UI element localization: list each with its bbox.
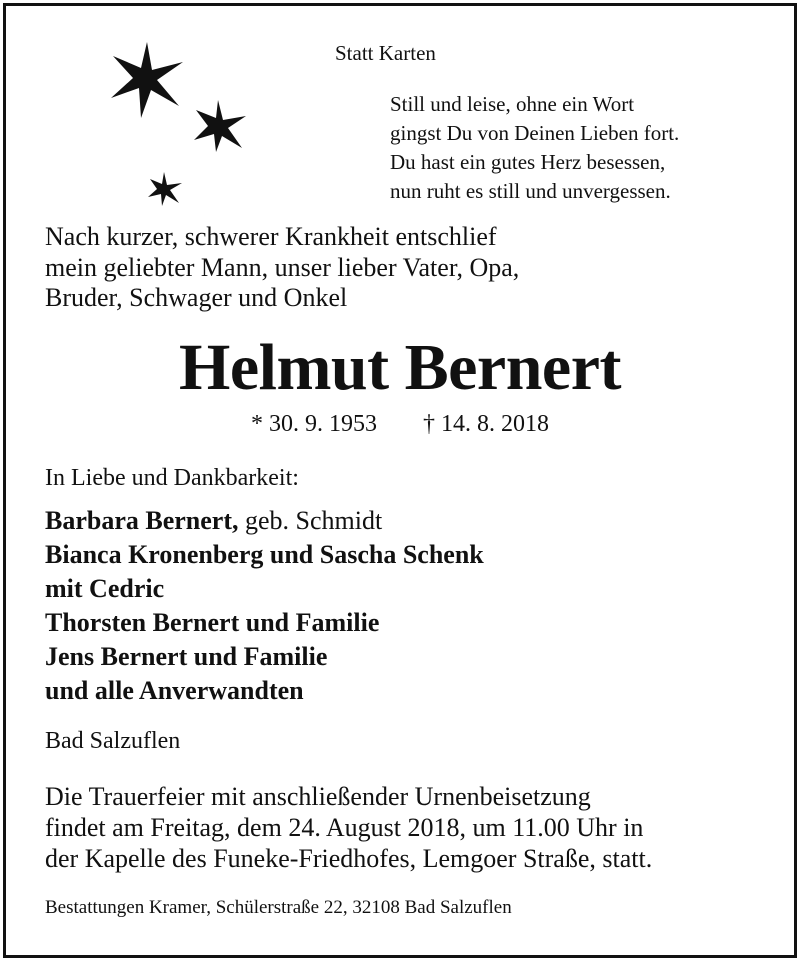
deceased-name: Helmut Bernert [178, 331, 621, 404]
place-name: Bad Salzuflen [45, 728, 181, 754]
star-large-icon [105, 40, 189, 120]
mourner-line [45, 504, 484, 538]
maiden-name: geb. Schmidt [238, 506, 383, 535]
intro-text [45, 222, 519, 314]
poem-line: nun ruht es still und unvergessen. [390, 179, 671, 203]
funeral-home-footer: Bestattungen Kramer, Schülerstraße 22, 32108 Bad Salzuflen [45, 897, 512, 918]
star-medium-icon [190, 98, 250, 154]
service-info [45, 781, 652, 874]
star-small-icon [146, 171, 184, 207]
intro-line: Nach kurzer, schwerer Krankheit entschlief [45, 222, 497, 251]
mourner-name: Barbara Bernert, [45, 506, 239, 535]
mourner-line: Thorsten Bernert und Familie [45, 608, 380, 637]
service-line: findet am Freitag, dem 24. August 2018, um 11.00 Uhr in [45, 813, 644, 842]
statt-karten-label: Statt Karten [335, 41, 436, 65]
intro-line: mein geliebter Mann, unser lieber Vater, Opa, [45, 252, 520, 282]
mourners-heading: In Liebe und Dankbarkeit: [45, 465, 299, 491]
poem-line: gingst Du von Deinen Lieben fort. [390, 121, 680, 145]
mourner-line: mit Cedric [45, 574, 165, 603]
poem [390, 90, 679, 206]
intro-line: Bruder, Schwager und Onkel [45, 283, 348, 312]
birth-date: * 30. 9. 1953 [251, 411, 377, 437]
poem-line: Still und leise, ohne ein Wort [390, 92, 635, 116]
mourner-line: Bianca Kronenberg und Sascha Schenk [45, 540, 484, 569]
service-line: der Kapelle des Funeke-Friedhofes, Lemgoer Straße, statt. [45, 844, 653, 873]
mourners-list [45, 504, 484, 708]
mourner-line: und alle Anverwandten [45, 676, 304, 705]
service-line: Die Trauerfeier mit anschließender Urnenbeisetzung [45, 782, 591, 811]
life-dates [0, 411, 800, 438]
poem-line: Du hast ein gutes Herz besessen, [390, 150, 666, 174]
mourner-line: Jens Bernert und Familie [45, 642, 328, 671]
death-date: † 14. 8. 2018 [423, 411, 549, 437]
